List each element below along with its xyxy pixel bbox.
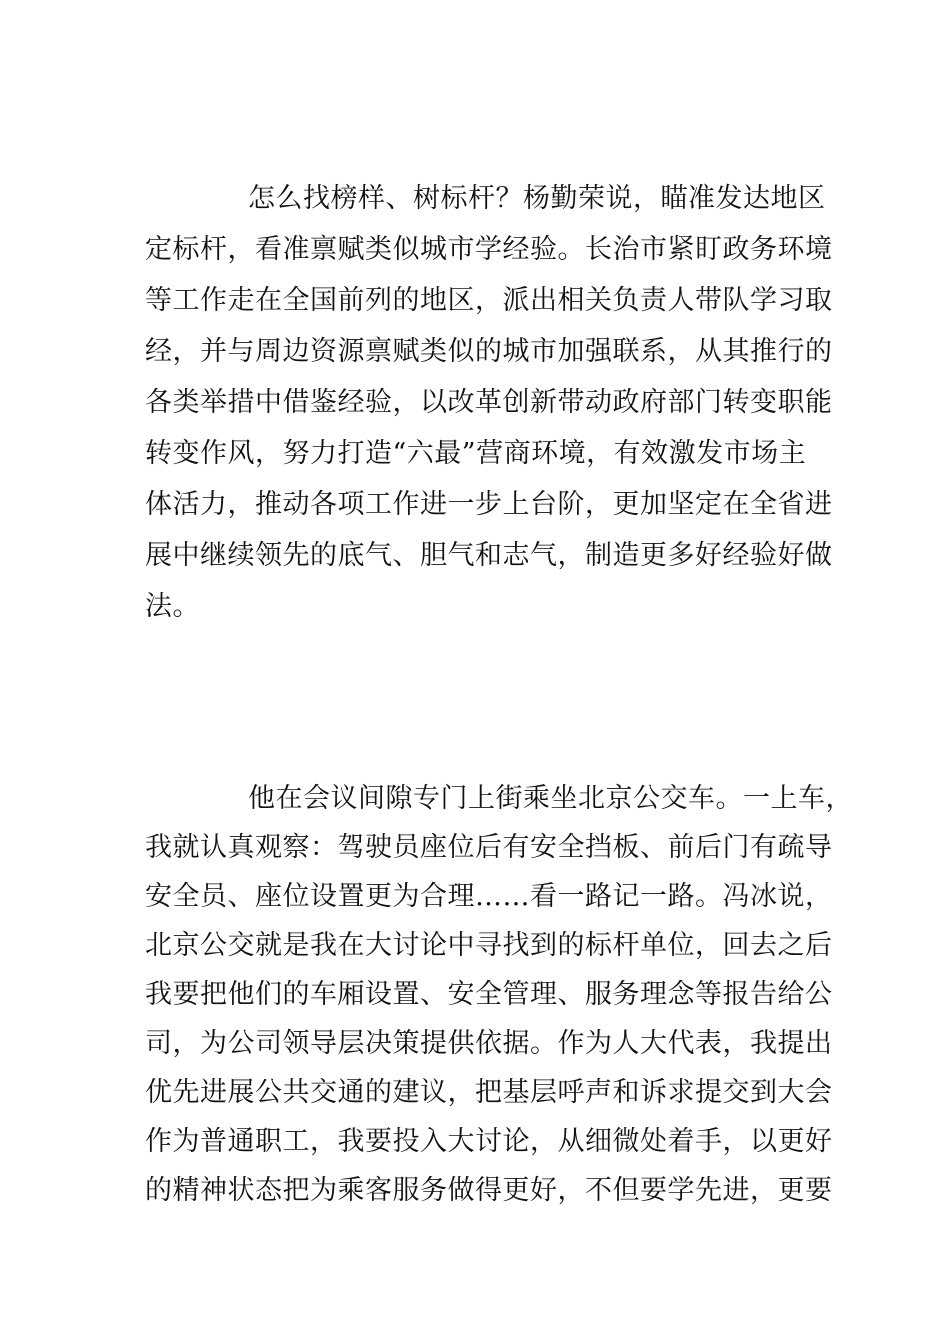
paragraph-line: 司，为公司领导层决策提供依据。作为人大代表，我提出 <box>145 1028 833 1059</box>
paragraph-line: 安全员、座位设置更为合理……看一路记一路。冯冰说， <box>145 881 833 912</box>
paragraph-line: 的精神状态把为乘客服务做得更好，不但要学先进，更要 <box>145 1175 833 1206</box>
paragraph-line: 我要把他们的车厢设置、安全管理、服务理念等报告给公 <box>145 979 833 1010</box>
paragraph-line: 他在会议间隙专门上街乘坐北京公交车。一上车， <box>248 783 853 814</box>
paragraph-line: 北京公交就是我在大讨论中寻找到的标杆单位，回去之后 <box>145 930 833 961</box>
paragraph-line: 作为普通职工，我要投入大讨论，从细微处着手，以更好 <box>145 1126 833 1157</box>
paragraph-line: 体活力，推动各项工作进一步上台阶，更加坚定在全省进 <box>145 489 833 520</box>
paragraph-line: 法。 <box>145 591 200 622</box>
paragraph-line: 优先进展公共交通的建议，把基层呼声和诉求提交到大会 <box>145 1077 833 1108</box>
paragraph-line: 我就认真观察：驾驶员座位后有安全挡板、前后门有疏导 <box>145 832 833 863</box>
paragraph-line: 转变作风，努力打造“六最”营商环境，有效激发市场主 <box>145 438 807 469</box>
paragraph-line: 经，并与周边资源禀赋类似的城市加强联系，从其推行的 <box>145 336 833 367</box>
paragraph-line: 怎么找榜样、树标杆？杨勤荣说，瞄准发达地区 <box>248 183 826 214</box>
paragraph-line: 定标杆，看准禀赋类似城市学经验。长治市紧盯政务环境 <box>145 234 833 265</box>
paragraph-line: 各类举措中借鉴经验，以改革创新带动政府部门转变职能 <box>145 387 833 418</box>
paragraph-line: 等工作走在全国前列的地区，派出相关负责人带队学习取 <box>145 285 833 316</box>
paragraph-line: 展中继续领先的底气、胆气和志气，制造更多好经验好做 <box>145 540 833 571</box>
